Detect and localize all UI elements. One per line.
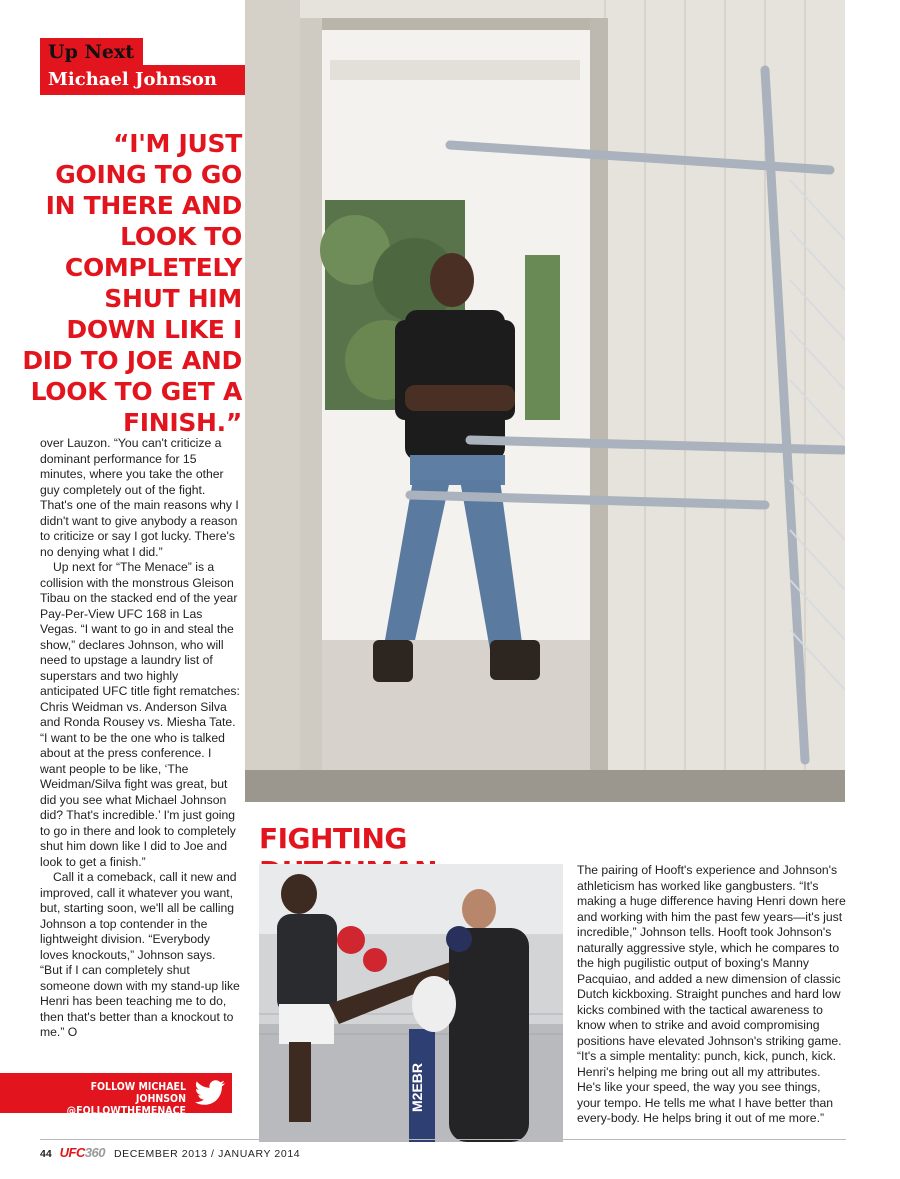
training-photo-illustration bbox=[259, 864, 563, 1142]
left-body-column bbox=[40, 436, 240, 1041]
twitter-bird-icon bbox=[194, 1080, 226, 1106]
magazine-logo bbox=[60, 1145, 105, 1160]
follow-line-1: FOLLOW MICHAEL JOHNSON bbox=[90, 1081, 186, 1105]
right-body-column: The pairing of Hooft's experience and Johnson's athleticism has worked like gangbusters. “It's making a huge difference having Henri down here and working with him the past few years—it's just incredible,” Johnson tells. Hooft took Johnson's naturally aggressive style, which he compares to the high pugilistic output of boxing's Manny Pacquiao, and added a new dimension of classic Dutch kickboxing. Straight punches and hard low kicks combined with the tactical awareness to know when to strike and avoid compromising positions have elevated Johnson's striking game. “It's a simple mentality: punch, kick, punch, kick. Henri's helping me bring out all my attributes. He's like your speed, the way you see things, your tempo. He tells me what I have better than every-body. He helps bring it out of me more.” bbox=[577, 863, 846, 1125]
body-paragraph: over Lauzon. “You can't criticize a dominant performance for 15 minutes, where you take the other guy completely out of the fight. That's one of the main reasons why I didn't want to give anybody a reason to criticize or say I got lucky. There's no denying what I did.” bbox=[40, 436, 239, 559]
main-photo-illustration bbox=[245, 0, 845, 802]
logo-360: 360 bbox=[84, 1145, 106, 1160]
body-paragraph: Up next for “The Menace” is a collision with the monstrous Gleison Tibau on the stacked end of the year Pay-Per-View UFC 168 in Las Vegas. “I want to go in and steal the show,” declares Johnson, who will need to upstage a laundry list of superstars and two highly anticipated UFC title fight rematches: Chris Weidman vs. Anderson Silva and Ronda Rousey vs. Miesha Tate. “I want to be the one who is talked about at the press conference. I want people to be like, ‘The Weidman/Silva fight was great, but did you see what Michael Johnson did? That's incredible.’ I'm just going to go in there and look to completely shut him down like I did to Joe and look to get a finish.” bbox=[40, 560, 240, 869]
body-paragraph: Call it a comeback, call it new and improved, call it whatever you want, but, starting soon, we'll all be calling Johnson a top contender in the lightweight division. “Everybody loves knockouts,” Johnson says. “But if I can completely shut someone down with my stand-up like Henri has been teaching me to do, then that's better than a knockout to me.” O bbox=[40, 870, 240, 1039]
follow-banner[interactable] bbox=[0, 1073, 232, 1117]
follow-text bbox=[56, 1081, 186, 1117]
logo-ufc: UFC bbox=[59, 1145, 85, 1160]
section-kicker: Up Next bbox=[40, 38, 143, 65]
page-number: 44 bbox=[40, 1148, 52, 1160]
issue-date: DECEMBER 2013 / JANUARY 2014 bbox=[113, 1148, 301, 1160]
section-subject-name: Michael Johnson bbox=[40, 65, 266, 95]
page-footer bbox=[40, 1145, 540, 1161]
mat-text: M2EBR bbox=[409, 1062, 425, 1112]
footer-divider bbox=[40, 1139, 846, 1140]
section-tag bbox=[40, 38, 268, 95]
training-photo bbox=[259, 864, 563, 1142]
main-photo bbox=[245, 0, 845, 802]
follow-handle: @FOLLOWTHEMENACE bbox=[66, 1105, 186, 1117]
pull-quote: “I'M JUST GOING TO GO IN THERE AND LOOK TO COMPLETELY SHUT HIM DOWN LIKE I DID TO JOE AND LOOK TO GET A FINISH.” bbox=[22, 129, 242, 437]
section-title: FIGHTING bbox=[259, 822, 407, 855]
